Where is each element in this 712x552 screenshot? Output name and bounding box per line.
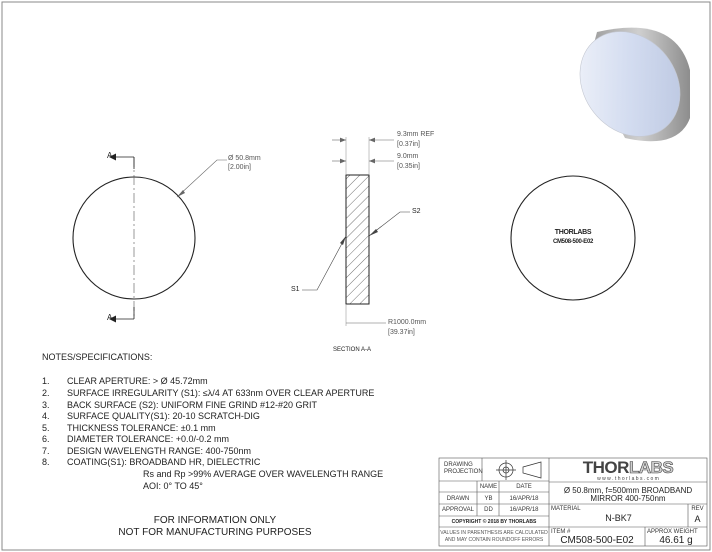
projection-label-1: DRAWING <box>444 462 473 468</box>
coating-line-2: Rs and Rp >99% AVERAGE OVER WAVELENGTH RANGE <box>143 469 384 479</box>
diameter-label: Ø 50.8mm <box>228 155 261 162</box>
weight-value: 46.61 g <box>659 535 693 546</box>
thickness-in: [0.35in] <box>397 163 420 170</box>
note-item: 6. DIAMETER TOLERANCE: +0.0/-0.2 mm <box>42 434 229 444</box>
approval-label: APPROVAL <box>442 507 474 513</box>
note-item: 8. COATING(S1): BROADBAND HR, DIELECTRIC <box>42 457 261 467</box>
drawn-date: 16/APR/18 <box>509 496 539 502</box>
rounding-note-2: AND MAY CONTAIN ROUNDOFF ERRORS <box>444 537 544 543</box>
copyright: COPYRIGHT © 2018 BY THORLABS <box>451 519 537 525</box>
note-item: 5. THICKNESS TOLERANCE: ±0.1 mm <box>42 423 216 433</box>
approval-date: 16/APR/18 <box>509 507 539 513</box>
website: w w w . t h o r l a b s . c o m <box>597 476 659 482</box>
section-hatch <box>346 175 369 304</box>
item-label: ITEM # <box>551 529 571 535</box>
disclaimer-line-2: NOT FOR MANUFACTURING PURPOSES <box>118 527 312 538</box>
col-name: NAME <box>479 484 498 490</box>
radius-in: [39.37in] <box>388 329 415 336</box>
note-item: 1. CLEAR APERTURE: > Ø 45.72mm <box>42 376 208 386</box>
section-caption: SECTION A-A <box>333 347 372 353</box>
projection-label-2: PROJECTION <box>444 469 483 475</box>
disclaimer-line-1: FOR INFORMATION ONLY <box>153 515 277 526</box>
rev-label: REV <box>691 506 704 512</box>
weight-label: APPROX WEIGHT <box>647 529 698 535</box>
diameter-label-in: [2.00in] <box>228 164 251 171</box>
s1-label: S1 <box>291 286 300 293</box>
drawn-name: YB <box>484 496 493 502</box>
material-value: N-BK7 <box>605 513 632 523</box>
col-date: DATE <box>516 484 532 490</box>
thickness-ref-in: [0.37in] <box>397 141 420 148</box>
note-item: 4. SURFACE QUALITY(S1): 20-10 SCRATCH-DIG <box>42 411 260 421</box>
note-item: 3. BACK SURFACE (S2): UNIFORM FINE GRIND #12-#20 GRIT <box>42 400 318 410</box>
radius-label: R1000.0mm <box>388 319 427 326</box>
engraving-part-number: CM508-500-E02 <box>552 239 594 245</box>
thickness-ref-label: 9.3mm REF <box>397 131 435 138</box>
s2-label: S2 <box>412 208 421 215</box>
notes-title: NOTES/SPECIFICATIONS: <box>42 352 153 362</box>
approval-name: DD <box>484 507 493 513</box>
note-item: 7. DESIGN WAVELENGTH RANGE: 400-750nm <box>42 446 252 456</box>
section-marker-bottom: A <box>107 313 113 322</box>
engraving-logo: THORLABS <box>554 229 592 236</box>
note-item: 2. SURFACE IRREGULARITY (S1): ≤λ/4 AT 633nm OVER CLEAR APERTURE <box>42 388 375 398</box>
rev-value: A <box>694 514 701 524</box>
material-label: MATERIAL <box>551 506 581 512</box>
thorlabs-logo: THORLABS <box>582 458 674 477</box>
part-description-2: MIRROR 400-750nm <box>590 494 666 503</box>
drawn-label: DRAWN <box>446 496 470 502</box>
coating-line-3: AOI: 0° TO 45° <box>143 481 203 491</box>
section-marker-top: A <box>107 151 113 160</box>
part-description-1: Ø 50.8mm, f=500mm BROADBAND <box>563 486 693 495</box>
rounding-note-1: VALUES IN PARENTHESIS ARE CALCULATED <box>440 530 548 536</box>
item-number: CM508-500-E02 <box>560 535 634 546</box>
thickness-label: 9.0mm <box>397 153 419 160</box>
